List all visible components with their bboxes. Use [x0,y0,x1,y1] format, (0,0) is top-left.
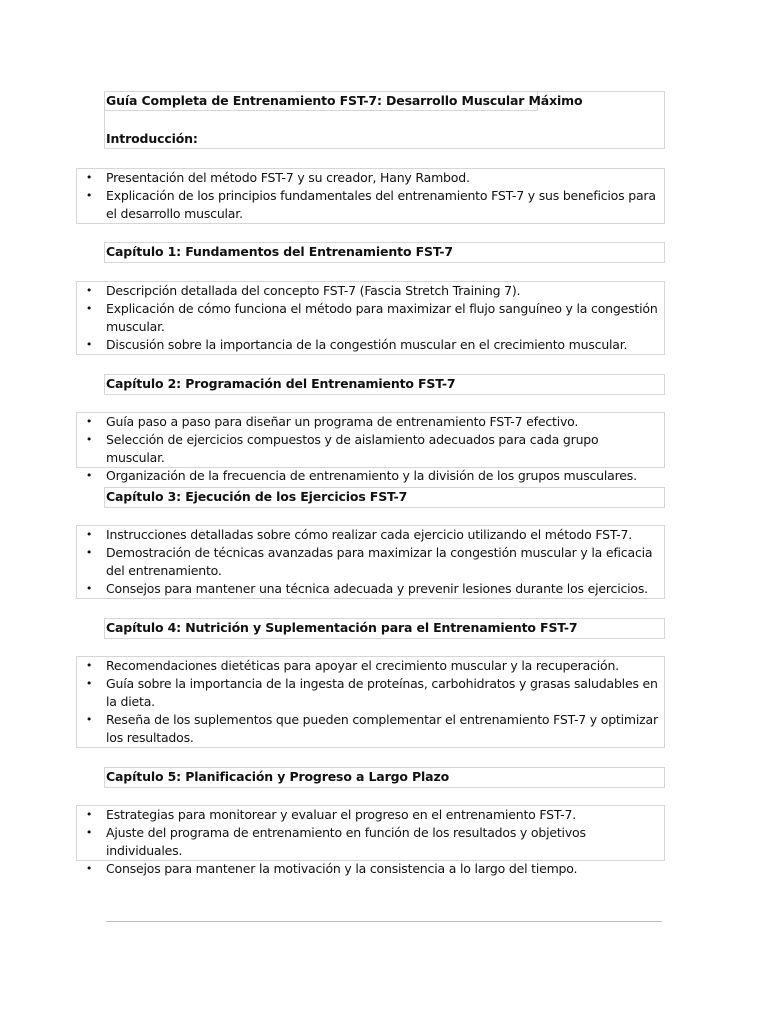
list-item-text: Discusión sobre la importancia de la congestión muscular en el crecimiento muscular. [106,337,628,352]
bullet-icon: • [85,433,93,446]
list-item-text: Consejos para mantener una técnica adecuada y prevenir lesiones durante los ejercicios. [106,581,648,596]
intro-list [78,169,664,223]
bullet-icon: • [85,582,93,595]
chapter-1-heading: Capítulo 1: Fundamentos del Entrenamiento FST-7 [106,244,453,259]
bullet-icon: • [85,189,93,202]
list-item-text: Instrucciones detalladas sobre cómo realizar cada ejercicio utilizando el método FST-7. [106,527,632,542]
list-item-text: Explicación de los principios fundamentales del entrenamiento FST-7 y sus beneficios para el desarrollo muscular. [106,188,656,221]
list-item [78,169,664,187]
bullet-icon: • [85,808,93,821]
list-item-text: Organización de la frecuencia de entrenamiento y la división de los grupos musculares. [106,468,637,483]
list-item [78,711,664,747]
intro-heading: Introducción: [106,131,198,146]
list-item-text: Selección de ejercicios compuestos y de aislamiento adecuados para cada grupo muscular. [106,432,599,465]
list-item [78,675,664,711]
bullet-icon: • [85,528,93,541]
bullet-icon: • [85,415,93,428]
list-item [78,467,664,485]
list-item-text: Descripción detallada del concepto FST-7 (Fascia Stretch Training 7). [106,283,521,298]
bullet-icon: • [85,826,93,839]
list-item [78,824,664,860]
bullet-icon: • [85,713,93,726]
list-item [78,806,664,824]
chapter-1-list [78,282,664,354]
chapter-2-heading: Capítulo 2: Programación del Entrenamiento FST-7 [106,376,456,391]
bullet-icon: • [85,469,93,482]
list-item [78,860,664,878]
list-item [78,300,664,336]
document-title: Guía Completa de Entrenamiento FST-7: Desarrollo Muscular Máximo [106,93,583,108]
bullet-icon: • [85,338,93,351]
list-item-text: Reseña de los suplementos que pueden complementar el entrenamiento FST-7 y optimizar los resultados. [106,712,658,745]
list-item-text: Guía sobre la importancia de la ingesta de proteínas, carbohidratos y grasas saludables en la dieta. [106,676,658,709]
list-item [78,580,664,598]
list-item-text: Estrategias para monitorear y evaluar el progreso en el entrenamiento FST-7. [106,807,576,822]
list-item [78,431,664,467]
bullet-icon: • [85,677,93,690]
chapter-5-heading: Capítulo 5: Planificación y Progreso a Largo Plazo [106,769,450,784]
bullet-icon: • [85,862,93,875]
bullet-icon: • [85,546,93,559]
chapter-5-list [78,806,664,878]
chapter-4-heading: Capítulo 4: Nutrición y Suplementación para el Entrenamiento FST-7 [106,620,578,635]
footer-divider [106,921,662,922]
list-item [78,413,664,431]
list-item-text: Guía paso a paso para diseñar un programa de entrenamiento FST-7 efectivo. [106,414,579,429]
list-item-text: Ajuste del programa de entrenamiento en función de los resultados y objetivos individuales. [106,825,586,858]
list-item [78,282,664,300]
list-item-text: Consejos para mantener la motivación y la consistencia a lo largo del tiempo. [106,861,578,876]
bullet-icon: • [85,284,93,297]
list-item [78,544,664,580]
list-item [78,187,664,223]
bullet-icon: • [85,659,93,672]
list-item [78,526,664,544]
list-item-text: Explicación de cómo funciona el método para maximizar el flujo sanguíneo y la congestión muscular. [106,301,658,334]
list-item-text: Recomendaciones dietéticas para apoyar el crecimiento muscular y la recuperación. [106,658,619,673]
chapter-2-list [78,413,664,485]
bullet-icon: • [85,302,93,315]
chapter-3-heading: Capítulo 3: Ejecución de los Ejercicios FST-7 [106,489,408,504]
list-item [78,657,664,675]
list-item-text: Presentación del método FST-7 y su creador, Hany Rambod. [106,170,470,185]
bullet-icon: • [85,171,93,184]
chapter-4-list [78,657,664,747]
list-item [78,336,664,354]
list-item-text: Demostración de técnicas avanzadas para maximizar la congestión muscular y la eficacia del entrenamiento. [106,545,653,578]
chapter-3-list [78,526,664,598]
